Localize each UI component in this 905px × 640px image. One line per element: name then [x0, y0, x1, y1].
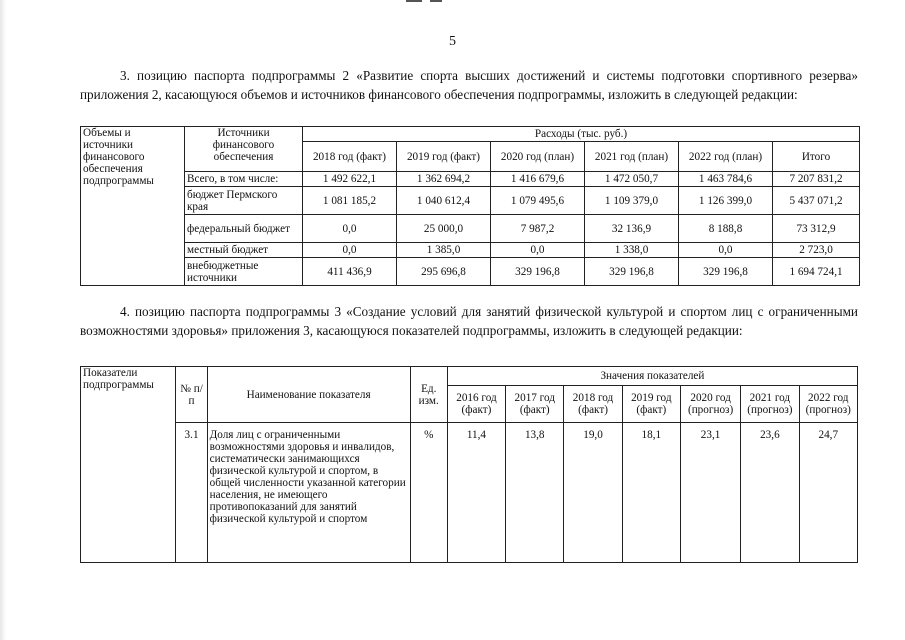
value-cell: 1 385,0 — [397, 243, 491, 258]
year-header: 2019 год (факт) — [622, 386, 680, 423]
section-3-paragraph — [80, 66, 858, 104]
source-label: бюджет Пермского края — [185, 187, 303, 215]
section-4-paragraph — [80, 302, 858, 340]
value-cell: 1 081 185,2 — [303, 187, 397, 215]
section-4-text: 4. позицию паспорта подпрограммы 3 «Создание условий для занятий физической культурой и спортом лиц с ограниченными возможностями здоровья» приложения 3, касающуюся показателей подпрограммы, изложить в следующей редакции: — [80, 304, 858, 338]
value-cell: 11,4 — [447, 423, 505, 563]
section-3-text: 3. позицию паспорта подпрограммы 2 «Развитие спорта высших достижений и системы подготовки спортивного резерва» приложения 2, касающуюся объемов и источников финансового обеспечения подпрограммы, изложить в следующей редакции: — [80, 68, 858, 102]
page-edge-shadow — [0, 0, 6, 640]
indicators-table — [80, 366, 858, 563]
value-cell: 1 079 495,6 — [491, 187, 585, 215]
year-header: 2018 год (факт) — [564, 386, 622, 423]
expenses-header: Расходы (тыс. руб.) — [303, 127, 860, 142]
table-row — [81, 423, 858, 563]
value-cell: 411 436,9 — [303, 258, 397, 286]
value-cell: 1 463 784,6 — [679, 172, 773, 187]
value-cell: 5 437 071,2 — [773, 187, 860, 215]
value-cell: 295 696,8 — [397, 258, 491, 286]
value-cell: 329 196,8 — [679, 258, 773, 286]
value-cell: 1 362 694,2 — [397, 172, 491, 187]
total-header: Итого — [773, 142, 860, 172]
value-cell: 1 416 679,6 — [491, 172, 585, 187]
value-cell: 23,1 — [680, 423, 740, 563]
num-header: № п/п — [176, 367, 207, 423]
value-cell: 7 207 831,2 — [773, 172, 860, 187]
year-header: 2019 год (факт) — [397, 142, 491, 172]
value-cell: 1 492 622,1 — [303, 172, 397, 187]
year-header: 2020 год (прогноз) — [680, 386, 740, 423]
year-header: 2018 год (факт) — [303, 142, 397, 172]
year-header: 2016 год (факт) — [447, 386, 505, 423]
page-number: 5 — [449, 34, 456, 49]
source-label: местный бюджет — [185, 243, 303, 258]
value-cell: 1 126 399,0 — [679, 187, 773, 215]
value-cell: 1 338,0 — [585, 243, 679, 258]
value-cell: 0,0 — [491, 243, 585, 258]
table-row — [81, 187, 860, 215]
values-header: Значения показателей — [447, 367, 857, 386]
value-cell: 329 196,8 — [585, 258, 679, 286]
value-cell: 24,7 — [799, 423, 857, 563]
source-label: Всего, в том числе: — [185, 172, 303, 187]
value-cell: 23,6 — [741, 423, 799, 563]
value-cell: 1 694 724,1 — [773, 258, 860, 286]
unit-header: Ед. изм. — [410, 367, 447, 423]
value-cell: 19,0 — [564, 423, 622, 563]
year-header: 2017 год (факт) — [506, 386, 564, 423]
value-cell: 8 188,8 — [679, 215, 773, 243]
year-header: 2020 год (план) — [491, 142, 585, 172]
value-cell: 13,8 — [506, 423, 564, 563]
table-row — [81, 215, 860, 243]
sources-header: Источники финансового обеспечения — [185, 127, 303, 172]
value-cell: 2 723,0 — [773, 243, 860, 258]
value-cell: 1 040 612,4 — [397, 187, 491, 215]
indicator-unit: % — [410, 423, 447, 563]
value-cell: 0,0 — [679, 243, 773, 258]
indicators-row-header: Показатели подпрограммы — [81, 367, 176, 563]
year-header: 2021 год (план) — [585, 142, 679, 172]
value-cell: 32 136,9 — [585, 215, 679, 243]
value-cell: 0,0 — [303, 243, 397, 258]
year-header: 2021 год (прогноз) — [741, 386, 799, 423]
indicator-number: 3.1 — [176, 423, 207, 563]
value-cell: 1 109 379,0 — [585, 187, 679, 215]
year-header: 2022 год (план) — [679, 142, 773, 172]
table-row — [81, 172, 860, 187]
value-cell: 7 987,2 — [491, 215, 585, 243]
name-header: Наименование показателя — [207, 367, 410, 423]
value-cell: 0,0 — [303, 215, 397, 243]
financing-table — [80, 126, 860, 286]
source-label: федеральный бюджет — [185, 215, 303, 243]
table-row — [81, 243, 860, 258]
value-cell: 18,1 — [622, 423, 680, 563]
source-label: внебюджетные источники — [185, 258, 303, 286]
value-cell: 1 472 050,7 — [585, 172, 679, 187]
value-cell: 25 000,0 — [397, 215, 491, 243]
scan-mark — [430, 0, 442, 2]
indicator-name: Доля лиц с ограниченными возможностями здоровья и инвалидов, систематически занимающихся физической культурой и спортом, в общей численности указанной категории населения, не имеющего противопоказаний для занятий физической культурой и спортом — [207, 423, 410, 563]
table-row — [81, 258, 860, 286]
value-cell: 73 312,9 — [773, 215, 860, 243]
value-cell: 329 196,8 — [491, 258, 585, 286]
financing-row-header: Объемы и источники финансового обеспечения подпрограммы — [81, 127, 185, 286]
scan-mark — [406, 0, 422, 2]
year-header: 2022 год (прогноз) — [799, 386, 857, 423]
